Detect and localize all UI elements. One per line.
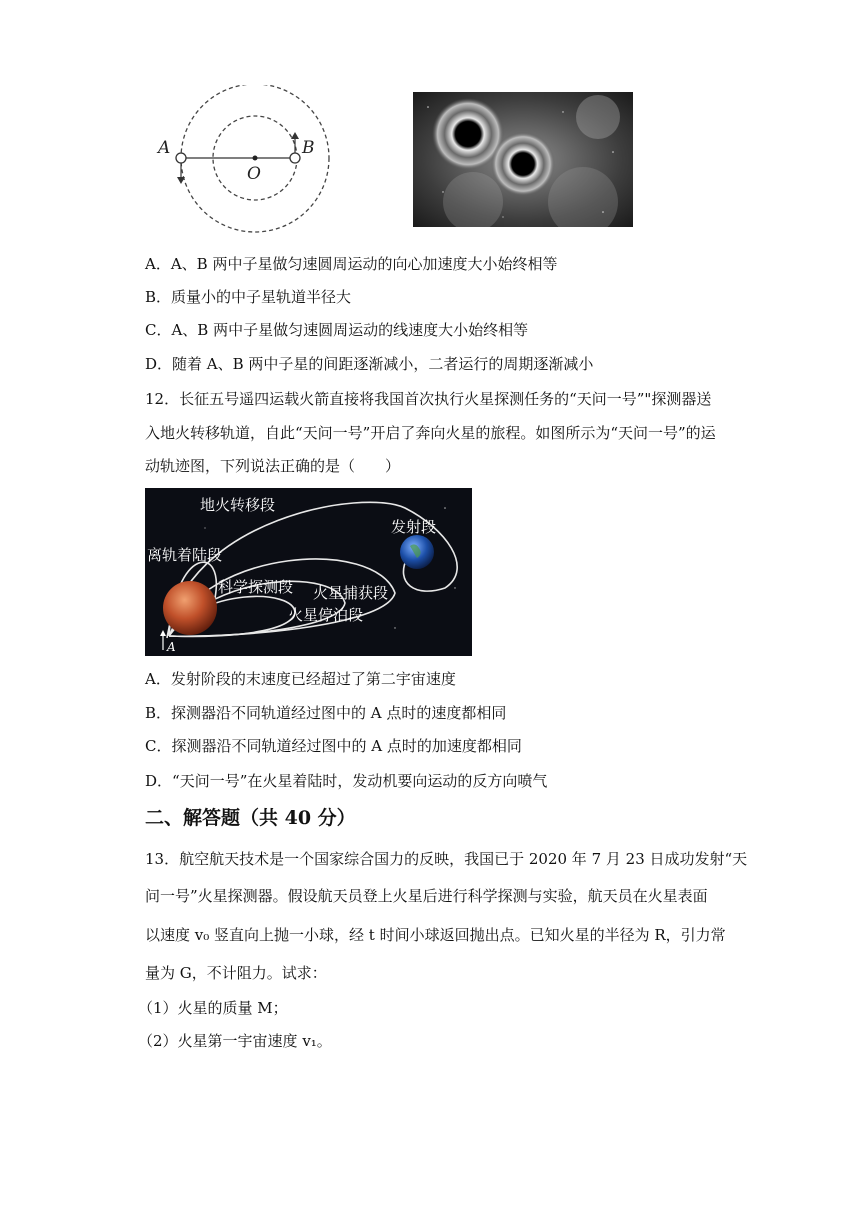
section-2-heading: 二、解答题（共 40 分） <box>145 807 356 829</box>
q11-option-b: B．质量小的中子星轨道半径大 <box>145 288 352 306</box>
q13-line-3: 以速度 v₀ 竖直向上抛一小球，经 t 时间小球返回抛出点。已知火星的半径为 R，引力常 <box>145 926 726 944</box>
q11-option-d: D．随着 A、B 两中子星的间距逐渐减小，二者运行的周期逐渐减小 <box>145 355 594 373</box>
q12-option-c: C．探测器沿不同轨道经过图中的 A 点时的加速度都相同 <box>145 737 522 755</box>
q12-stem-line-1: 12．长征五号遥四运载火箭直接将我国首次执行火星探测任务的“天问一号”"探测器送 <box>145 390 712 408</box>
orbit-diagram <box>150 85 340 235</box>
label-point-a: A <box>167 640 176 654</box>
label-a: A <box>158 138 171 158</box>
q12-option-a: A．发射阶段的末速度已经超过了第二宇宙速度 <box>145 670 456 688</box>
q12-option-b: B．探测器沿不同轨道经过图中的 A 点时的速度都相同 <box>145 704 507 722</box>
q12-stem-line-2: 入地火转移轨道，自此“天问一号”开启了奔向火星的旅程。如图所示为“天问一号”的运 <box>145 424 716 442</box>
q13-line-1: 13．航空航天技术是一个国家综合国力的反映，我国已于 2020 年 7 月 23 日成功发射“天 <box>145 850 748 868</box>
q13-line-2: 问一号”火星探测器。假设航天员登上火星后进行科学探测与实验，航天员在火星表面 <box>145 887 708 905</box>
q12-option-d: D．“天问一号”在火星着陆时，发动机要向运动的反方向喷气 <box>145 772 548 790</box>
label-science: 科学探测段 <box>218 578 294 596</box>
trajectory-figure <box>145 488 472 656</box>
label-b: B <box>302 138 315 158</box>
label-capture: 火星捕获段 <box>313 584 389 602</box>
label-launch: 发射段 <box>391 518 437 536</box>
label-transfer: 地火转移段 <box>200 496 276 514</box>
q13-part-2: （2）火星第一宇宙速度 v₁。 <box>138 1032 332 1050</box>
label-parking: 火星停泊段 <box>288 606 364 624</box>
q11-option-a: A．A、B 两中子星做匀速圆周运动的向心加速度大小始终相等 <box>145 255 558 273</box>
q12-stem-line-3: 动轨迹图，下列说法正确的是（ ） <box>145 457 401 475</box>
label-o: O <box>247 164 261 184</box>
black-holes-image <box>413 92 633 227</box>
q13-line-4: 量为 G，不计阻力。试求： <box>145 964 327 982</box>
q13-part-1: （1）火星的质量 M； <box>138 999 288 1017</box>
label-deorbit: 离轨着陆段 <box>147 546 223 564</box>
q11-option-c: C．A、B 两中子星做匀速圆周运动的线速度大小始终相等 <box>145 321 529 339</box>
